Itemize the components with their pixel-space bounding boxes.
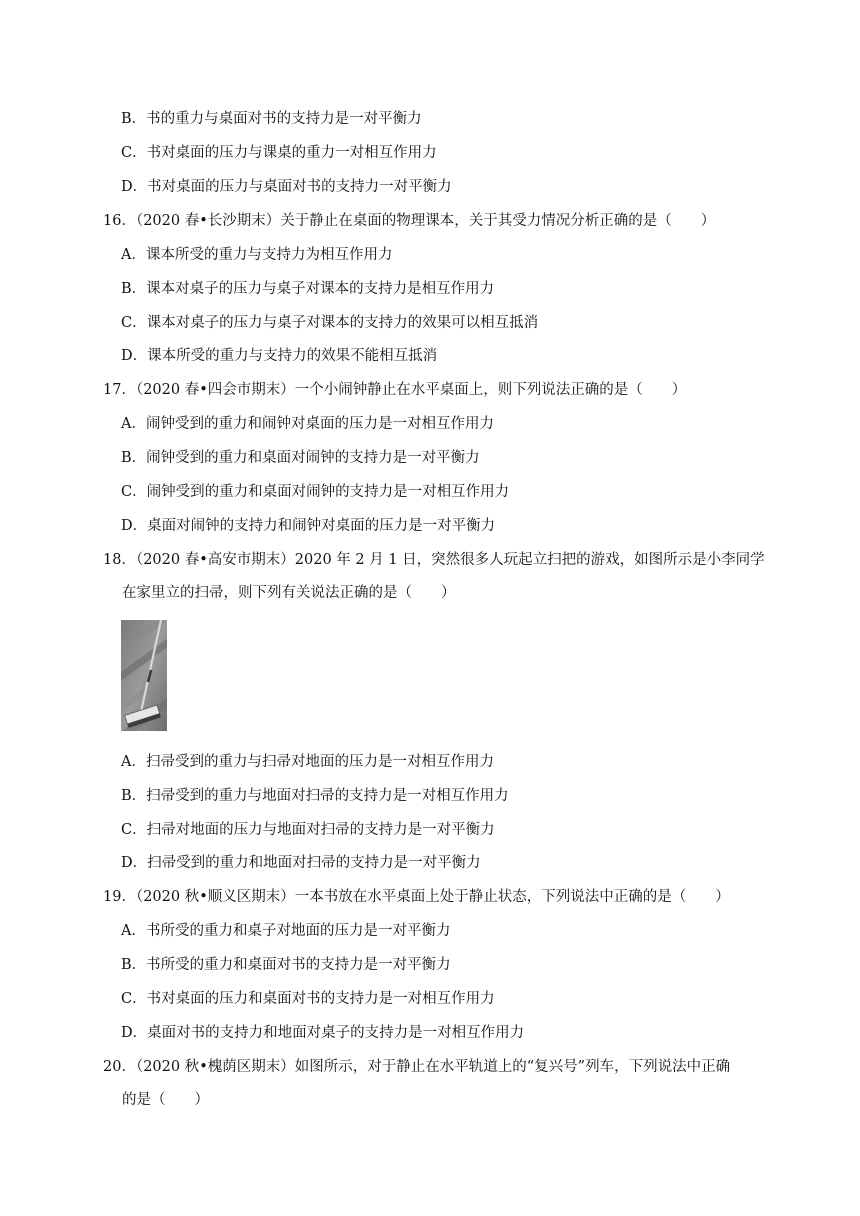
q16-option-b: B．课本对桌子的压力与桌子对课本的支持力是相互作用力 — [121, 281, 495, 297]
q17-option-a: A．闹钟受到的重力和闹钟对桌面的压力是一对相互作用力 — [121, 416, 494, 432]
q17-option-c: C．闹钟受到的重力和桌面对闹钟的支持力是一对相互作用力 — [121, 484, 510, 500]
q19-option-b: B．书所受的重力和桌面对书的支持力是一对平衡力 — [121, 957, 451, 973]
q19-option-c: C．书对桌面的压力和桌面对书的支持力是一对相互作用力 — [121, 991, 495, 1007]
q19-option-a: A．书所受的重力和桌子对地面的压力是一对平衡力 — [121, 923, 451, 939]
q17-option-b: B．闹钟受到的重力和桌面对闹钟的支持力是一对平衡力 — [121, 450, 480, 466]
q15-option-d: D．书对桌面的压力与桌面对书的支持力一对平衡力 — [121, 179, 452, 195]
q15-option-c: C．书对桌面的压力与课桌的重力一对相互作用力 — [121, 145, 437, 161]
q20-stem: 20．（2020 秋•槐荫区期末）如图所示，对于静止在水平轨道上的“复兴号”列车，下列说法中正确 — [103, 1059, 731, 1075]
broom-photo — [121, 620, 167, 731]
q16-stem: 16．（2020 春•长沙期末）关于静止在桌面的物理课本，关于其受力情况分析正确的是（ ） — [103, 213, 716, 229]
q16-option-c: C．课本对桌子的压力与桌子对课本的支持力的效果可以相互抵消 — [121, 315, 539, 331]
q19-option-d: D．桌面对书的支持力和地面对桌子的支持力是一对相互作用力 — [121, 1025, 525, 1041]
q19-stem: 19．（2020 秋•顺义区期末）一本书放在水平桌面上处于静止状态，下列说法中正确的是（ ） — [103, 889, 730, 905]
q20-stem-continued: 的是（ ） — [122, 1092, 209, 1108]
q18-option-d: D．扫帚受到的重力和地面对扫帚的支持力是一对平衡力 — [121, 855, 481, 871]
q17-stem: 17．（2020 春•四会市期末）一个小闹钟静止在水平桌面上，则下列说法正确的是（ ） — [103, 382, 687, 398]
q16-option-d: D．课本所受的重力与支持力的效果不能相互抵消 — [121, 348, 438, 364]
q18-option-a: A．扫帚受到的重力与扫帚对地面的压力是一对相互作用力 — [121, 754, 494, 770]
q17-option-d: D．桌面对闹钟的支持力和闹钟对桌面的压力是一对平衡力 — [121, 518, 496, 534]
q18-stem: 18．（2020 春•高安市期末）2020 年 2 月 1 日，突然很多人玩起立扫把的游戏，如图所示是小李同学 — [103, 552, 765, 568]
q18-option-b: B．扫帚受到的重力与地面对扫帚的支持力是一对相互作用力 — [121, 788, 509, 804]
q18-stem-continued: 在家里立的扫帚，则下列有关说法正确的是（ ） — [122, 585, 456, 601]
q18-option-c: C．扫帚对地面的压力与地面对扫帚的支持力是一对平衡力 — [121, 822, 495, 838]
q16-option-a: A．课本所受的重力与支持力为相互作用力 — [121, 247, 393, 263]
q15-option-b: B．书的重力与桌面对书的支持力是一对平衡力 — [121, 111, 422, 127]
